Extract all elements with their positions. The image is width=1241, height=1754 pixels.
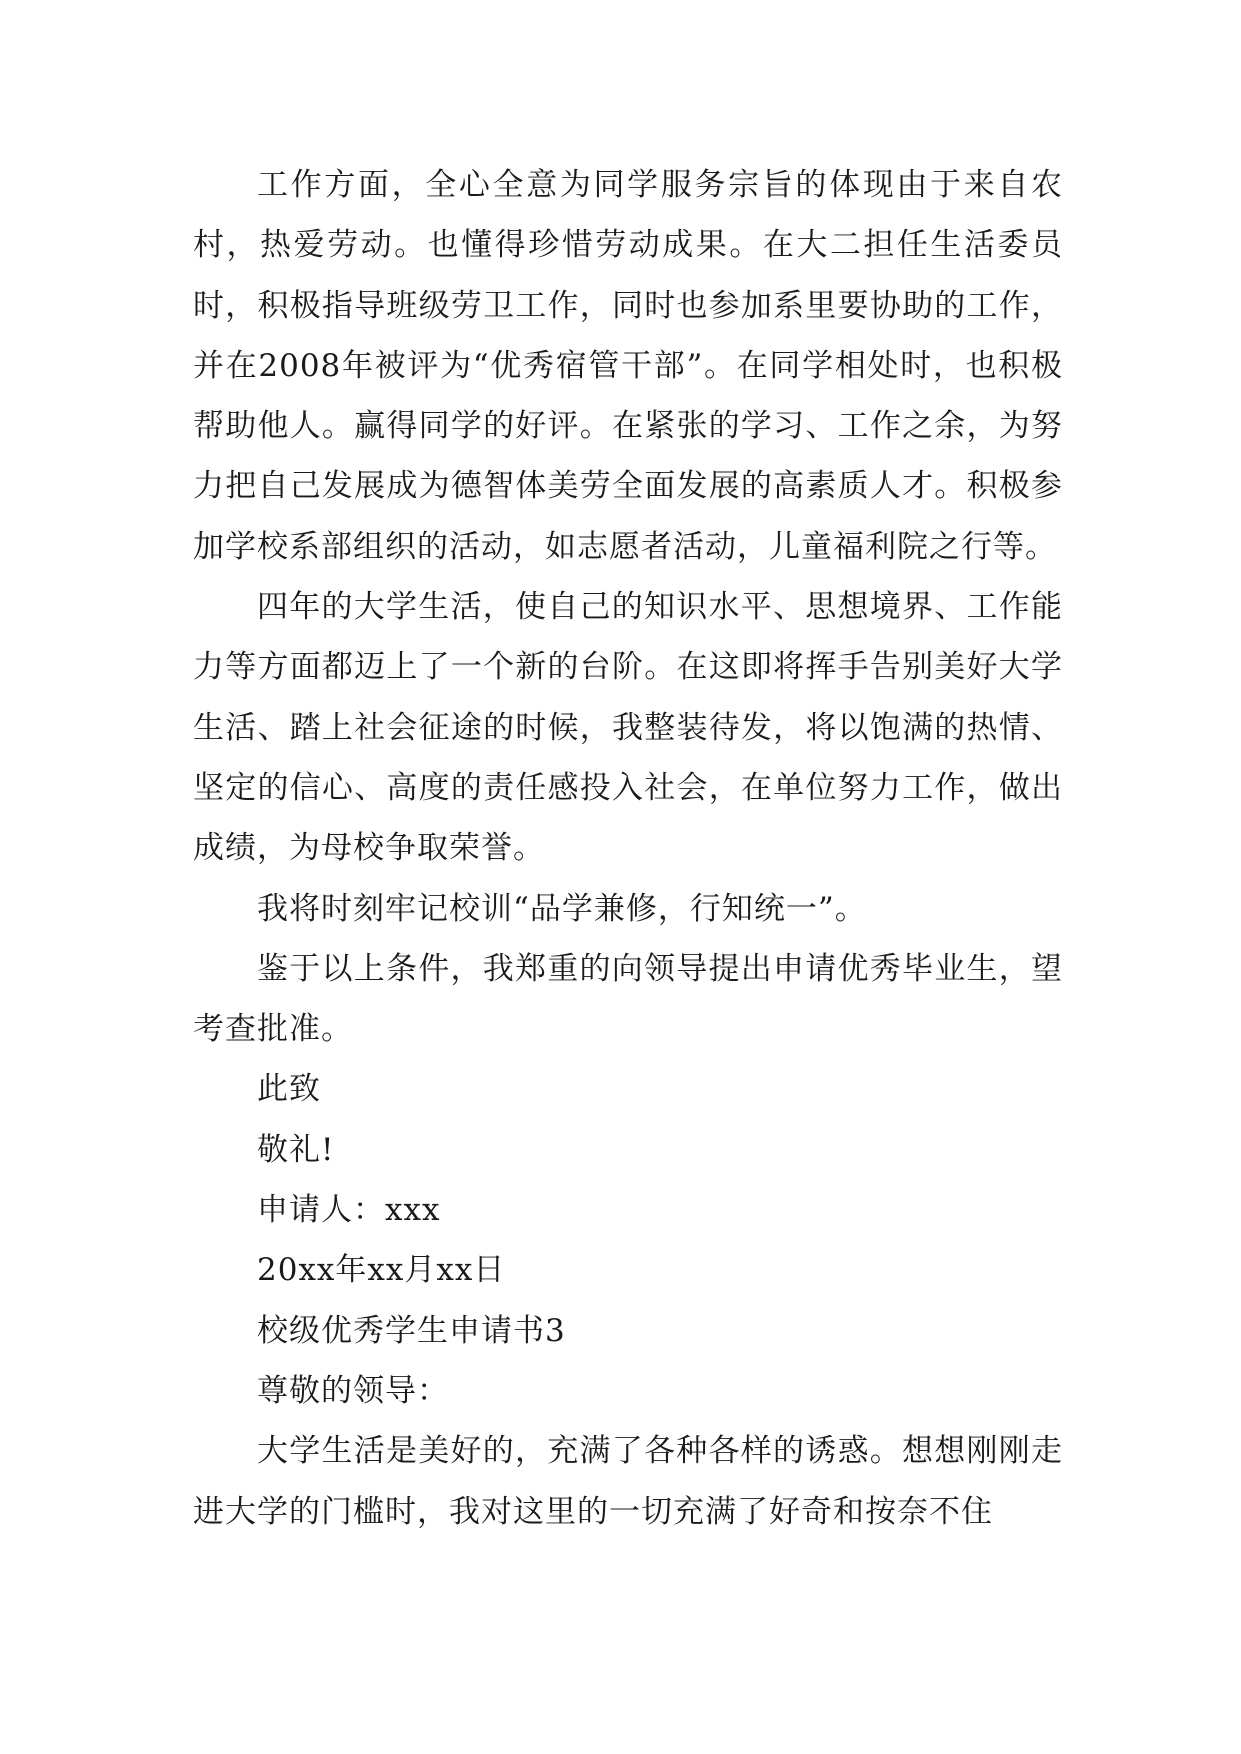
paragraph-request: 鉴于以上条件，我郑重的向领导提出申请优秀毕业生，望考查批准。 [193, 950, 1063, 1048]
document-body [193, 155, 1063, 1542]
section-title: 校级优秀学生申请书3 [257, 1312, 566, 1349]
paragraph-four-years: 四年的大学生活，使自己的知识水平、思想境界、工作能力等方面都迈上了一个新的台阶。在这即将挥手告别美好大学生活、踏上社会征途的时候，我整装待发，将以饱满的热情、坚定的信心、高度的责任感投入社会，在单位努力工作，做出成绩，为母校争取荣誉。 [193, 589, 1063, 867]
paragraph-work: 工作方面，全心全意为同学服务宗旨的体现由于来自农村，热爱劳动。也懂得珍惜劳动成果。在大二担任生活委员时，积极指导班级劳卫工作，同时也参加系里要协助的工作，并在2008年被评为“优秀宿管干部”。在同学相处时，也积极帮助他人。赢得同学的好评。在紧张的学习、工作之余，为努力把自己发展成为德智体美劳全面发展的高素质人才。积极参加学校系部组织的活动，如志愿者活动，儿童福利院之行等。 [193, 167, 1063, 565]
paragraph-college-life: 大学生活是美好的，充满了各种各样的诱惑。想想刚刚走进大学的门槛时，我对这里的一切充满了好奇和按奈不住 [193, 1433, 1063, 1530]
greeting-line: 尊敬的领导： [257, 1372, 449, 1409]
closing-respect: 敬礼! [257, 1131, 335, 1168]
paragraph-motto: 我将时刻牢记校训“品学兼修，行知统一”。 [257, 890, 867, 927]
applicant-line: 申请人：xxx [257, 1192, 441, 1229]
closing-salutation: 此致 [257, 1071, 321, 1108]
date-line: 20xx年xx月xx日 [257, 1252, 506, 1289]
